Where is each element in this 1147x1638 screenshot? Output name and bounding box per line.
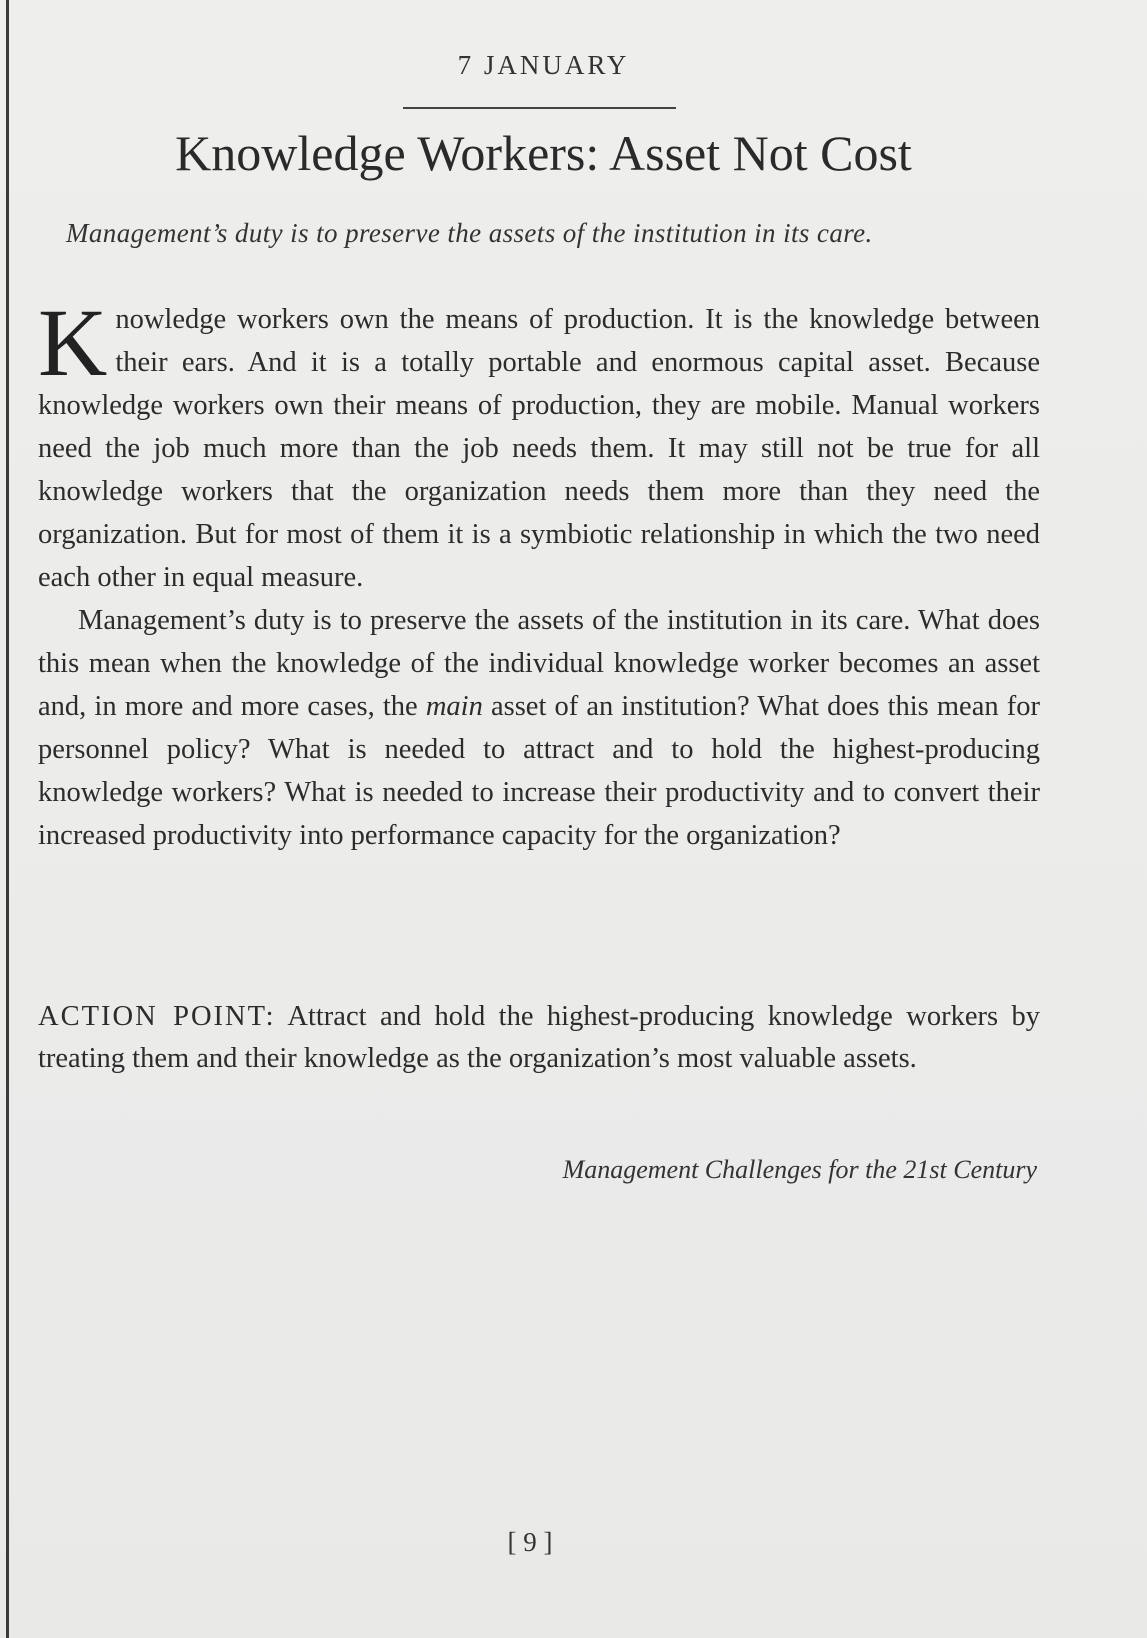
emphasis-main: main <box>425 691 483 722</box>
paragraph-1 <box>38 289 1040 599</box>
page-number: [ 9 ] <box>507 1527 553 1557</box>
paragraph-2-text-end: asset of an institution? What does this mean for personnel policy? What is needed to attract and to hold the highest-producing knowledge workers? What is needed to increase their productivity and to convert their increased productivity into performance capacity for the organization? <box>38 691 1040 851</box>
binding-edge <box>6 0 9 1638</box>
paragraph-2 <box>38 599 1040 857</box>
epigraph: Management’s duty is to preserve the assets of the institution in its care. <box>66 218 873 248</box>
action-point-text: Attract and hold the highest-producing knowledge workers by treating them and their knowledge as the organization’s most valuable assets. <box>38 1001 1040 1074</box>
paragraph-2-text-start: Management’s duty is to preserve the assets of the institution in its care. What does this mean when the knowledge of the individual knowledge worker becomes an asset and, in more and more cases, the <box>38 605 1040 722</box>
paragraph-1-text: nowledge workers own the means of production. It is the knowledge between their ears. And it is a totally portable and enormous capital asset. Because knowledge workers own their means of production, they are mobile. Manual workers need the job much more than the job needs them. It may still not be true for all knowledge workers that the organization needs them more than they need the organization. But for most of them it is a symbiotic relationship in which the two need each other in equal measure. <box>38 304 1040 593</box>
body-text <box>38 289 1040 857</box>
drop-cap: K <box>38 289 108 396</box>
page-title: Knowledge Workers: Asset Not Cost <box>175 125 912 181</box>
running-head-date: 7 JANUARY <box>457 50 630 80</box>
action-point-label: ACTION POINT: <box>38 1001 276 1032</box>
action-point <box>38 996 1040 1080</box>
title-rule <box>403 107 676 109</box>
source-citation: Management Challenges for the 21st Century <box>562 1155 1037 1184</box>
